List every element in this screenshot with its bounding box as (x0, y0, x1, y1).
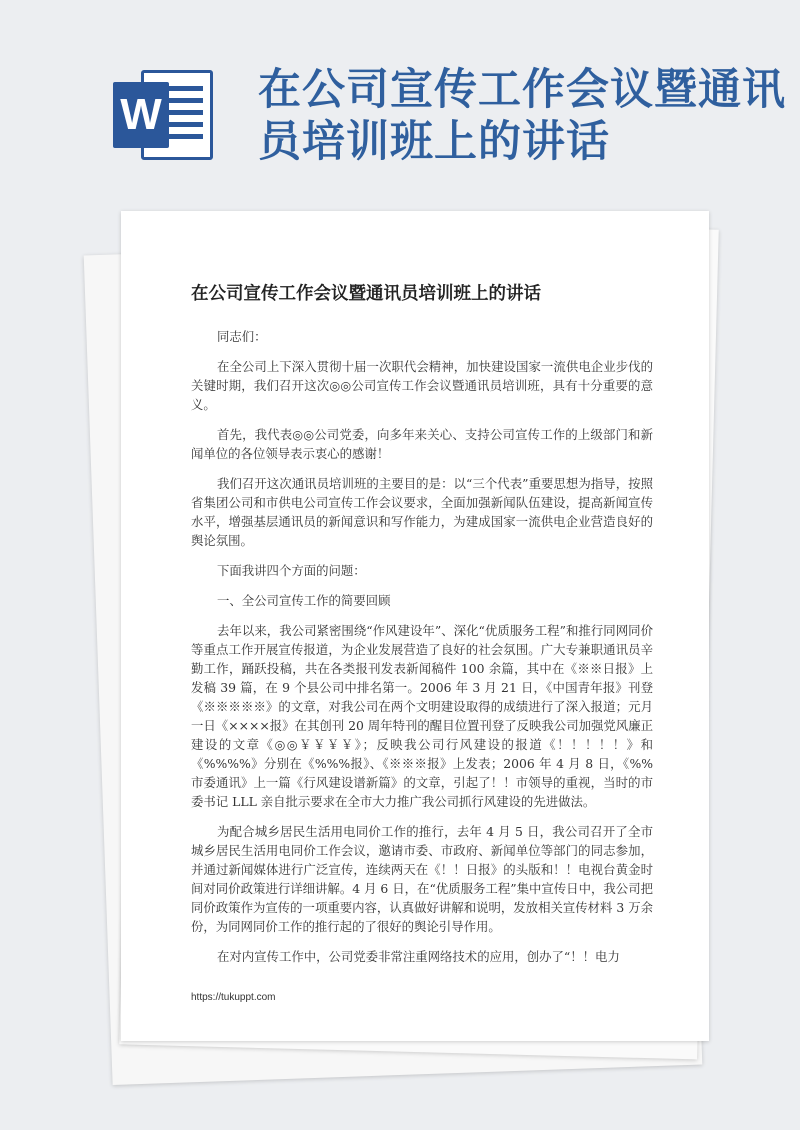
footer-url: https://tukuppt.com (191, 992, 276, 1003)
section-heading: 一、全公司宣传工作的简要回顾 (217, 593, 391, 608)
word-letter-badge: W (113, 82, 169, 148)
body-paragraph: 下面我讲四个方面的问题： (217, 563, 366, 578)
banner-title: 在公司宣传工作会议暨通讯员培训班上的讲话 (258, 65, 786, 167)
body-paragraph: 我们召开这次通讯员培训班的主要目的是：以“三个代表”重要思想为指导，按照省集团公司和市供电公司宣传工作会议要求，全面加强新闻队伍建设，提高新闻宣传水平，增强基层通讯员的新闻意识和写作能力，为建成国家一流供电企业营造良好的舆论氛围。 (191, 476, 653, 548)
body-paragraph: 去年以来，我公司紧密围绕“作风建设年”、深化“优质服务工程”和推行同网同价等重点工作开展宣传报道，为企业发展营造了良好的社会氛围。广大专兼职通讯员辛勤工作，踊跃投稿，共在各类报刊发表新闻稿件 100 余篇，其中在《※※日报》上发稿 39 篇，在 9 个县公司中排名第一。2006 年 3 月 21 日，《中国青年报》刊登《※※※※※》的文章，对我公司在两个文明建设取得的成绩进行了深入报道；元月一日《××××报》在其创刊 20 周年特刊的醒目位置刊登了反映我公司加强党风廉正建设的文章《◎◎￥￥￥￥》；反映我公司行风建设的报道《！！！！！》和《%%%%》分别在《%%%报》、《※※※报》上发表；2006 年 4 月 8 日，《%%市委通讯》上一篇《行风建设谱新篇》的文章，引起了！！市领导的重视，当时的市委书记 LLL 亲自批示要求在全市大力推广我公司抓行风建设的先进做法。 (191, 623, 653, 809)
body-paragraph: 在对内宣传工作中，公司党委非常注重网络技术的应用，创办了“！！电力 (217, 949, 620, 964)
body-paragraph: 在全公司上下深入贯彻十届一次职代会精神，加快建设国家一流供电企业步伐的关键时期，我们召开这次◎◎公司宣传工作会议暨通讯员培训班，具有十分重要的意义。 (191, 359, 653, 412)
salutation: 同志们： (217, 329, 267, 344)
banner (0, 0, 800, 200)
body-paragraph: 首先，我代表◎◎公司党委，向多年来关心、支持公司宣传工作的上级部门和新闻单位的各位领导表示衷心的感谢！ (191, 427, 653, 461)
word-document-icon (113, 70, 213, 160)
document-page (121, 211, 709, 1041)
document-body (191, 327, 653, 977)
body-paragraph: 为配合城乡居民生活用电同价工作的推行，去年 4 月 5 日，我公司召开了全市城乡居民生活用电同价工作会议，邀请市委、市政府、新闻单位等部门的同志参加，并通过新闻媒体进行广泛宣传，连续两天在《！！日报》的头版和！！电视台黄金时间对同价政策进行详细讲解。4 月 6 日，在“优质服务工程”集中宣传日中，我公司把同价政策作为宣传的一项重要内容，认真做好讲解和说明，发放相关宣传材料 3 万余份，为同网同价工作的推行起的了很好的舆论引导作用。 (191, 824, 653, 934)
document-title: 在公司宣传工作会议暨通讯员培训班上的讲话 (191, 284, 541, 304)
